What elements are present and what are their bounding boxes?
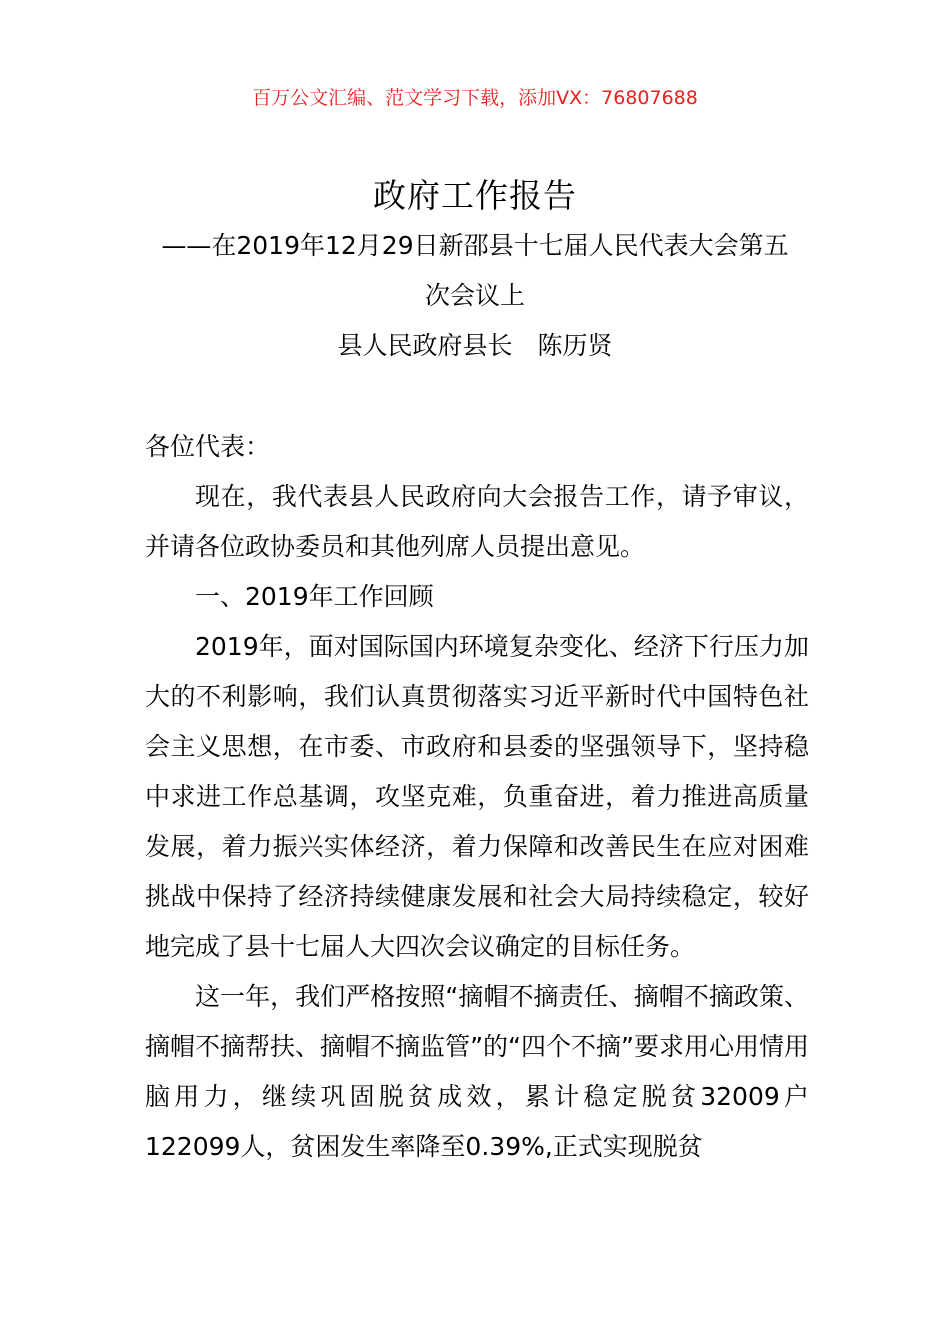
paragraph-review: 2019年，面对国际国内环境复杂变化、经济下行压力加大的不利影响，我们认真贯彻落实习近平新时代中国特色社会主义思想，在市委、市政府和县委的坚强领导下，坚持稳中求进工作总基调，攻坚克难，负重奋进，着力推进高质量发展，着力振兴实体经济，着力保障和改善民生在应对困难挑战中保持了经济持续健康发展和社会大局持续稳定，较好地完成了县十七届人大四次会议确定的目标任务。: [145, 632, 809, 961]
paragraph-intro: 现在，我代表县人民政府向大会报告工作，请予审议，并请各位政协委员和其他列席人员提出意见。: [145, 482, 809, 561]
speaker-line: 县人民政府县长 陈历贤: [337, 331, 613, 360]
promo-banner: 百万公文汇编、范文学习下载，添加VX：76807688: [252, 87, 698, 109]
document-body: [145, 422, 809, 1172]
section-heading: 一、2019年工作回顾: [195, 582, 434, 611]
document-subtitle-line2: 次会议上: [424, 281, 525, 310]
paragraph-poverty: 这一年，我们严格按照“摘帽不摘责任、摘帽不摘政策、摘帽不摘帮扶、摘帽不摘监管”的“四个不摘”要求用心用情用脑用力，继续巩固脱贫成效，累计稳定脱贫32009户122099人，贫困发生率降至0.39%,正式实现脱贫: [145, 982, 809, 1161]
document-title: 政府工作报告: [373, 176, 577, 215]
document-subtitle-line1: ——在2019年12月29日新邵县十七届人民代表大会第五: [161, 231, 789, 260]
salutation: 各位代表：: [145, 432, 271, 461]
